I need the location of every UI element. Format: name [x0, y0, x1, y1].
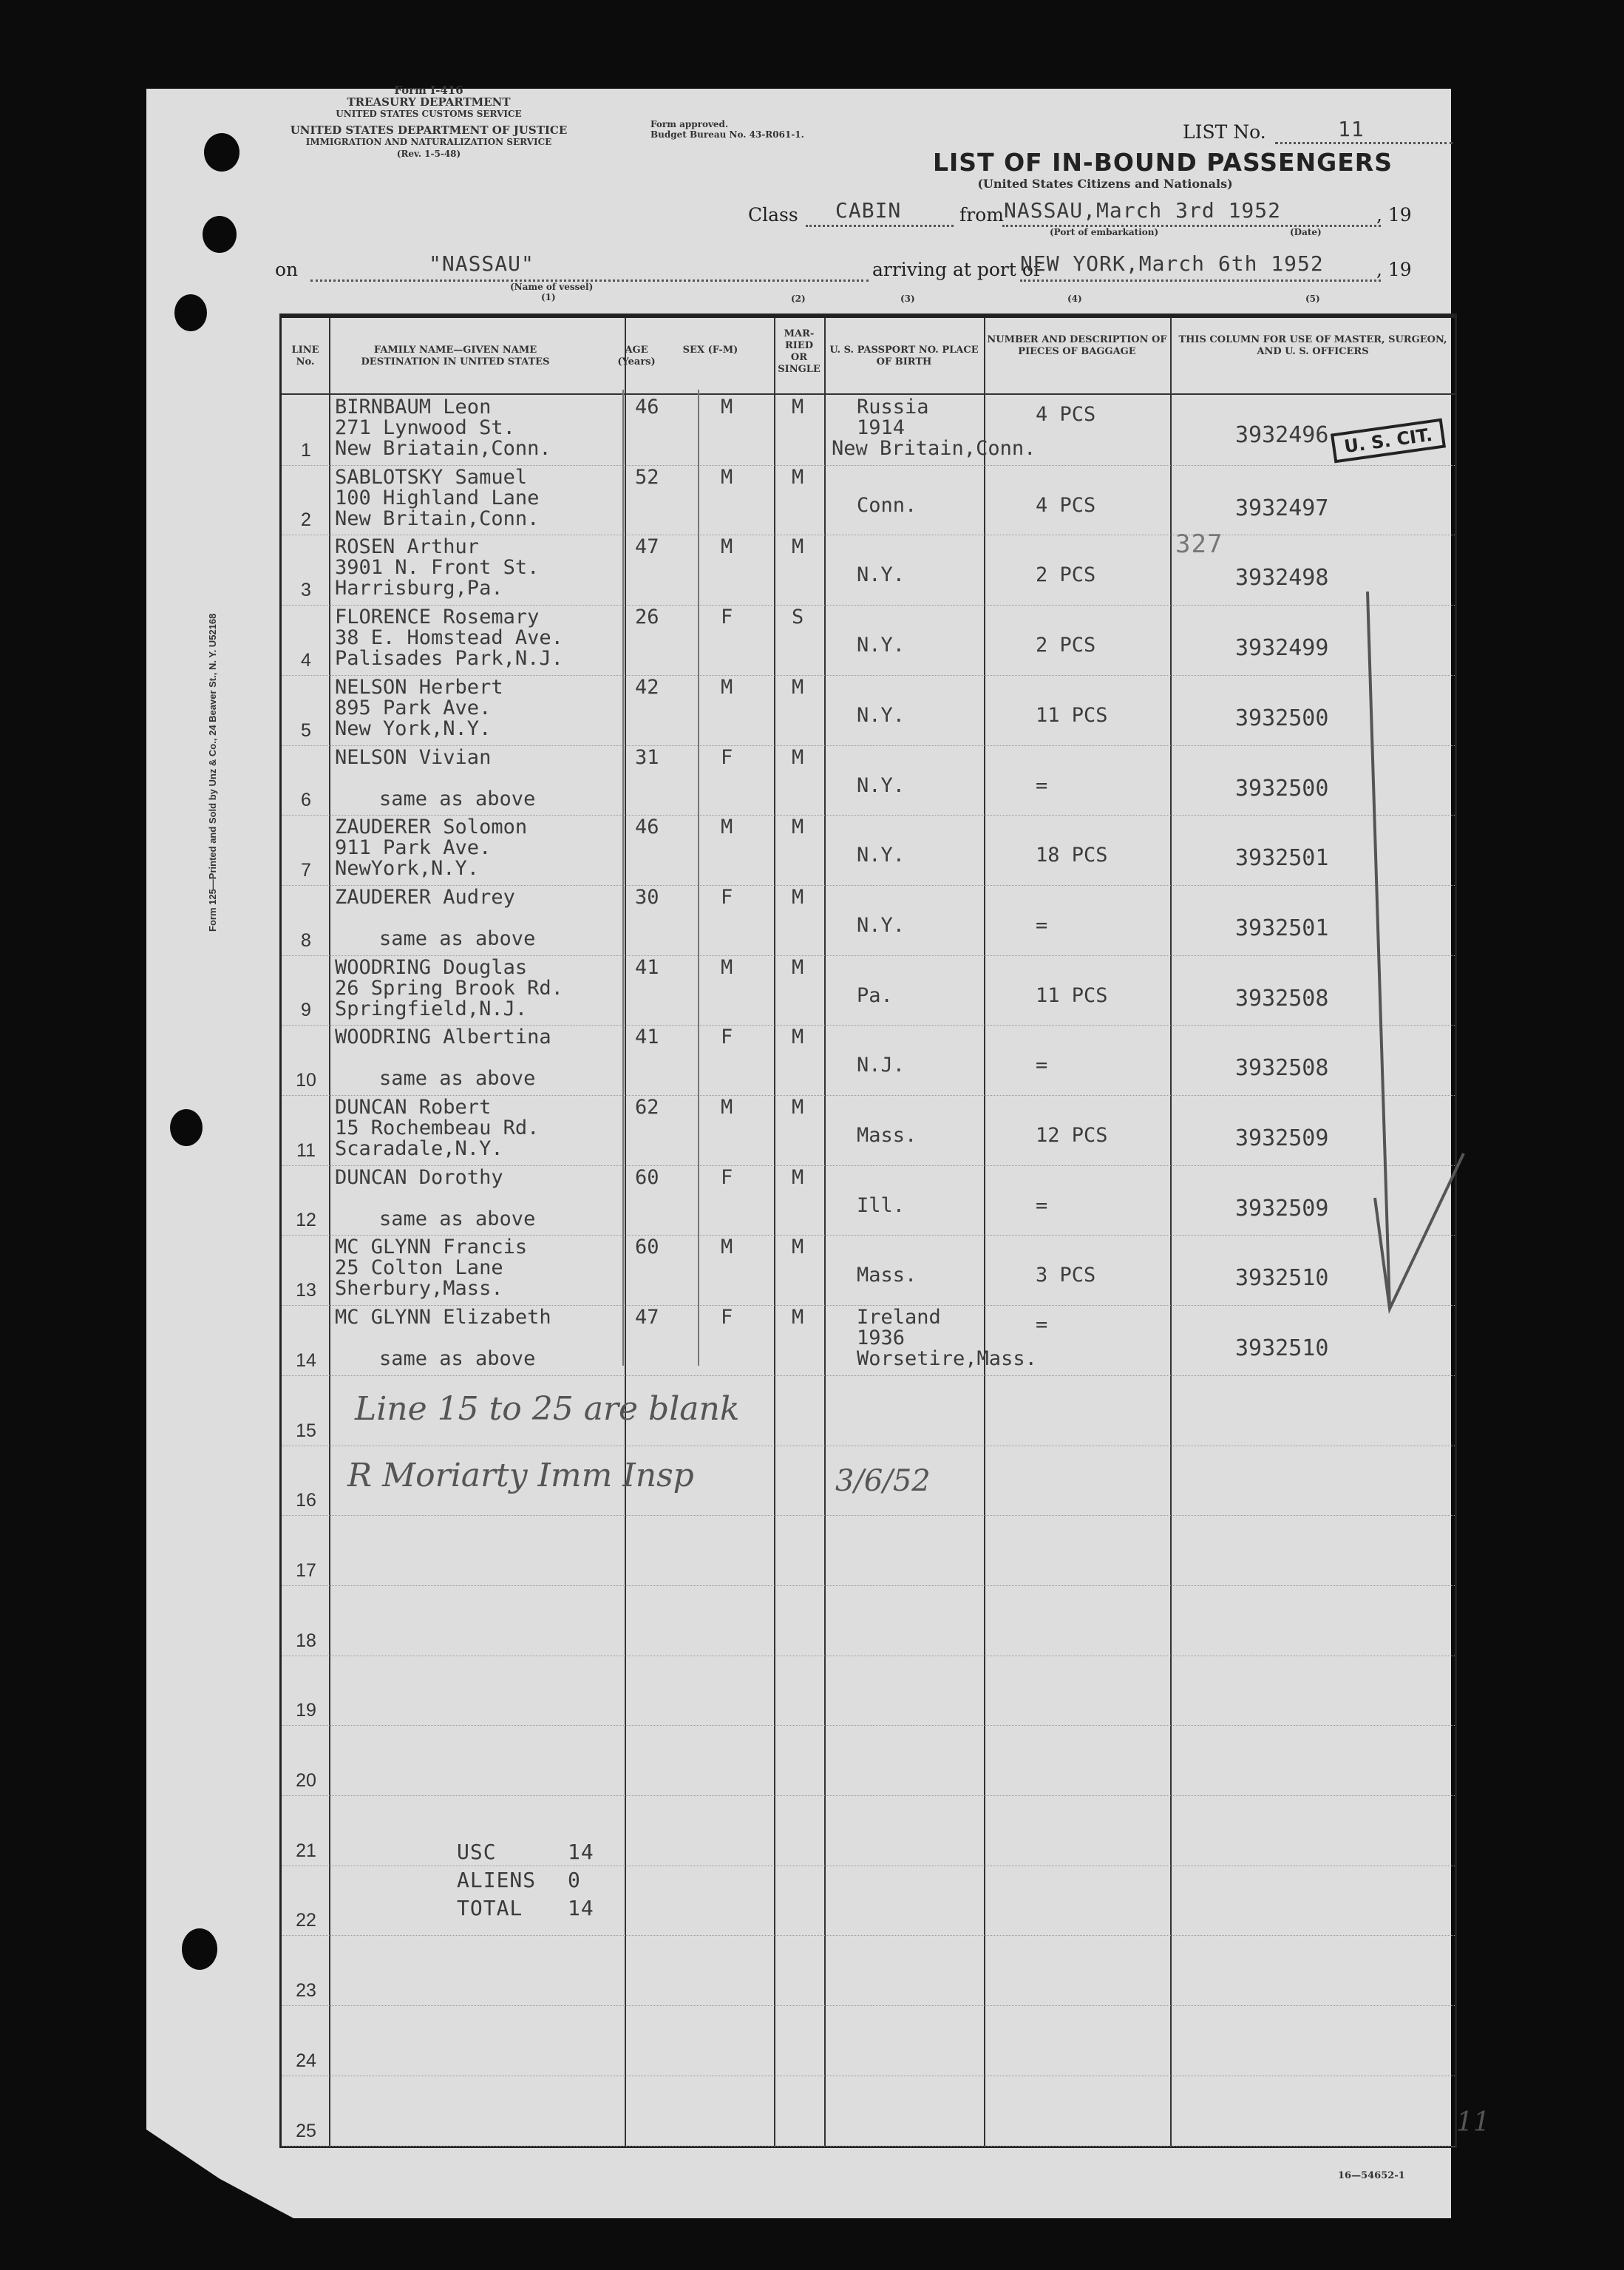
- marital-status: M: [792, 955, 804, 979]
- baggage-count: 2 PCS: [1036, 563, 1096, 587]
- passenger-sex: F: [721, 885, 733, 909]
- col-num-3: (3): [900, 294, 915, 304]
- officer-number: 3932499: [1235, 635, 1329, 662]
- destination-street: 271 Lynwood St.: [335, 416, 515, 439]
- right-tally: 11: [1456, 2107, 1490, 2138]
- form-approved: Form approved.: [650, 119, 729, 129]
- passenger-sex: M: [721, 1096, 733, 1119]
- destination-city: same as above: [379, 1207, 536, 1230]
- form-number: Form I-416: [394, 84, 463, 97]
- officer-number: 3932508: [1235, 985, 1329, 1012]
- col-num-4: (4): [1067, 294, 1082, 304]
- stamp-number: 327: [1175, 529, 1223, 559]
- port-embark-caption: (Port of embarkation): [1050, 227, 1159, 237]
- passenger-name: ZAUDERER Solomon: [335, 816, 528, 839]
- birth-place: N.Y.: [857, 773, 906, 797]
- passenger-name: ROSEN Arthur: [335, 535, 480, 559]
- passenger-name: WOODRING Albertina: [335, 1026, 551, 1049]
- marital-status: M: [792, 396, 804, 419]
- birth-place: Mass.: [857, 1264, 917, 1287]
- row-line-number: 3: [301, 580, 311, 601]
- officer-number: 3932501: [1235, 845, 1329, 872]
- col-baggage: NUMBER AND DESCRIPTION OF PIECES OF BAGGAGE: [987, 334, 1167, 357]
- passenger-sex: F: [721, 1026, 733, 1049]
- inspection-date: 3/6/52: [835, 1464, 931, 1498]
- passenger-age: 46: [635, 396, 659, 419]
- birth-place: Conn.: [857, 493, 917, 517]
- marital-status: M: [792, 465, 804, 489]
- budget-bureau: Budget Bureau No. 43-R061-1.: [650, 129, 804, 140]
- baggage-count: =: [1036, 1054, 1048, 1077]
- customs-service: UNITED STATES CUSTOMS SERVICE: [336, 109, 522, 119]
- destination-city: same as above: [379, 1347, 536, 1371]
- marital-status: M: [792, 885, 804, 909]
- marital-status: M: [792, 1096, 804, 1119]
- officer-number: 3932498: [1235, 565, 1329, 592]
- col-married: MAR-RIED OR SINGLE: [778, 328, 821, 375]
- birth-place: N.Y.: [857, 634, 906, 657]
- destination-street: 911 Park Ave.: [335, 836, 492, 860]
- passenger-sex: M: [721, 675, 733, 699]
- vessel-name: "NASSAU": [429, 251, 534, 276]
- page-subtitle: (United States Citizens and Nationals): [977, 177, 1233, 191]
- destination-city: New Briatain,Conn.: [335, 437, 551, 460]
- baggage-count: 4 PCS: [1036, 403, 1096, 426]
- passenger-age: 60: [635, 1236, 659, 1259]
- passenger-sex: M: [721, 535, 733, 559]
- marital-status: M: [792, 535, 804, 559]
- passenger-age: 62: [635, 1096, 659, 1119]
- baggage-count: =: [1036, 773, 1048, 797]
- col-line-no: LINE No.: [291, 345, 319, 367]
- baggage-count: 11 PCS: [1036, 983, 1108, 1007]
- officer-number: 3932509: [1235, 1125, 1329, 1151]
- us-citizen-stamp: U. S. CIT.: [1331, 419, 1446, 464]
- vessel-col-num: (1): [541, 292, 556, 302]
- treasury-dept: TREASURY DEPARTMENT: [347, 95, 511, 109]
- passenger-age: 46: [635, 816, 659, 839]
- destination-city: New York,N.Y.: [335, 716, 492, 740]
- birth-place: Mass.: [857, 1124, 917, 1147]
- passenger-sex: M: [721, 955, 733, 979]
- row-line-number: 16: [296, 1490, 316, 1511]
- officer-number: 3932510: [1235, 1265, 1329, 1292]
- list-number: 11: [1338, 117, 1365, 141]
- row-line-number: 10: [296, 1070, 316, 1091]
- row-line-number: 2: [301, 509, 311, 531]
- row-line-number: 15: [296, 1420, 316, 1441]
- row-line-number: 1: [301, 439, 311, 461]
- marital-status: M: [792, 816, 804, 839]
- col-num-2: (2): [791, 294, 806, 304]
- row-line-number: 4: [301, 649, 311, 671]
- marital-status: M: [792, 745, 804, 769]
- destination-city: same as above: [379, 787, 536, 810]
- marital-status: M: [792, 675, 804, 699]
- marital-status: M: [792, 1306, 804, 1329]
- officer-number: 3932510: [1235, 1335, 1329, 1362]
- birth-place-2: New Britain,Conn.: [832, 437, 1036, 460]
- total-count: 14: [568, 1896, 594, 1920]
- usc-label: USC: [457, 1840, 497, 1864]
- officer-number: 3932501: [1235, 915, 1329, 941]
- birth-place: N.Y.: [857, 563, 906, 587]
- officer-number: 3932496: [1235, 422, 1329, 448]
- passenger-name: DUNCAN Dorothy: [335, 1165, 503, 1189]
- baggage-count: 4 PCS: [1036, 493, 1096, 517]
- passenger-name: FLORENCE Rosemary: [335, 606, 540, 629]
- officer-number: 3932500: [1235, 705, 1329, 731]
- passenger-sex: M: [721, 816, 733, 839]
- passenger-name: DUNCAN Robert: [335, 1096, 492, 1119]
- arriving-label: arriving at port of: [872, 259, 1041, 280]
- class-label: Class: [748, 204, 798, 226]
- list-no-label: LIST No.: [1183, 121, 1266, 143]
- row-line-number: 24: [296, 2050, 316, 2071]
- row-line-number: 7: [301, 859, 311, 881]
- col-officers: THIS COLUMN FOR USE OF MASTER, SURGEON, AND U. S. OFFICERS: [1178, 334, 1447, 357]
- side-print: Form 125—Printed and Sold by Unz & Co., 24 Beaver St., N. Y. U52168: [207, 613, 218, 932]
- row-line-number: 25: [296, 2120, 316, 2141]
- destination-city: same as above: [379, 1067, 536, 1091]
- passenger-name: MC GLYNN Elizabeth: [335, 1306, 551, 1329]
- destination-city: NewYork,N.Y.: [335, 857, 480, 881]
- passenger-sex: F: [721, 745, 733, 769]
- destination-street: 15 Rochembeau Rd.: [335, 1117, 540, 1139]
- birth-place: Ireland: [857, 1306, 941, 1329]
- officer-number: 3932509: [1235, 1195, 1329, 1222]
- on-label: on: [275, 259, 299, 280]
- passenger-age: 47: [635, 535, 659, 559]
- officer-number: 3932508: [1235, 1055, 1329, 1082]
- col-sex: SEX (F-M): [682, 345, 738, 356]
- baggage-count: 2 PCS: [1036, 634, 1096, 657]
- passenger-sex: F: [721, 606, 733, 629]
- passenger-name: NELSON Vivian: [335, 745, 492, 769]
- punch-hole: [170, 1109, 203, 1146]
- passenger-age: 42: [635, 675, 659, 699]
- destination-city: Sherbury,Mass.: [335, 1277, 503, 1301]
- destination-street: 100 Highland Lane: [335, 486, 540, 509]
- passenger-age: 47: [635, 1306, 659, 1329]
- vessel-caption: (Name of vessel): [510, 282, 594, 292]
- destination-street: 26 Spring Brook Rd.: [335, 976, 563, 1000]
- usc-count: 14: [568, 1840, 594, 1864]
- passenger-sex: M: [721, 1236, 733, 1259]
- passenger-age: 41: [635, 955, 659, 979]
- marital-status: M: [792, 1026, 804, 1049]
- birth-year: 1914: [857, 416, 906, 439]
- birth-place: N.Y.: [857, 703, 906, 727]
- marital-status: M: [792, 1165, 804, 1189]
- year-suffix: , 19: [1376, 204, 1412, 226]
- passenger-name: MC GLYNN Francis: [335, 1236, 528, 1259]
- marital-status: M: [792, 1236, 804, 1259]
- passenger-age: 30: [635, 885, 659, 909]
- birth-place: N.Y.: [857, 844, 906, 867]
- passenger-name: ZAUDERER Audrey: [335, 885, 515, 909]
- row-line-number: 12: [296, 1210, 316, 1231]
- birth-year: 1936: [857, 1327, 906, 1350]
- col-age: AGE (Years): [617, 345, 656, 367]
- row-line-number: 9: [301, 1000, 311, 1021]
- from-label: from: [959, 204, 1004, 226]
- row-line-number: 5: [301, 719, 311, 741]
- col-num-5: (5): [1305, 294, 1320, 304]
- passenger-name: WOODRING Douglas: [335, 955, 528, 979]
- destination-city: Scaradale,N.Y.: [335, 1137, 503, 1160]
- passenger-table: [279, 314, 1457, 2148]
- row-line-number: 22: [296, 1910, 316, 1931]
- row-line-number: 19: [296, 1700, 316, 1721]
- passenger-age: 26: [635, 606, 659, 629]
- baggage-count: =: [1036, 1193, 1048, 1217]
- passenger-age: 60: [635, 1165, 659, 1189]
- footer-code: 16—54652-1: [1338, 2170, 1405, 2181]
- officer-number: 3932497: [1235, 495, 1329, 521]
- destination-street: 3901 N. Front St.: [335, 556, 540, 580]
- inspector-signature: R Moriarty Imm Insp: [347, 1457, 694, 1494]
- passenger-name: SABLOTSKY Samuel: [335, 465, 528, 489]
- row-line-number: 13: [296, 1280, 316, 1301]
- punch-hole: [182, 1928, 217, 1970]
- destination-city: same as above: [379, 926, 536, 950]
- col-passport: U. S. PASSPORT NO. PLACE OF BIRTH: [829, 345, 979, 367]
- arrival-port-value: NEW YORK,March 6th 1952: [1020, 251, 1324, 276]
- birth-place: Pa.: [857, 983, 893, 1007]
- col-name: FAMILY NAME—GIVEN NAME DESTINATION IN UNITED STATES: [361, 345, 550, 367]
- row-line-number: 14: [296, 1349, 316, 1371]
- punch-hole: [203, 216, 237, 253]
- total-label: TOTAL: [457, 1896, 523, 1920]
- aliens-count: 0: [568, 1868, 581, 1892]
- handwritten-blank-note: Line 15 to 25 are blank: [355, 1390, 740, 1428]
- birth-place: Ill.: [857, 1193, 906, 1217]
- birth-place-2: Worsetire,Mass.: [857, 1347, 1037, 1371]
- birth-place: N.Y.: [857, 913, 906, 937]
- baggage-count: =: [1036, 1313, 1048, 1337]
- row-line-number: 18: [296, 1630, 316, 1651]
- passenger-age: 52: [635, 465, 659, 489]
- embarkation-value: NASSAU,March 3rd 1952: [1004, 198, 1282, 223]
- check-mark: [1360, 458, 1471, 1346]
- destination-street: 38 E. Homstead Ave.: [335, 626, 563, 650]
- destination-city: Harrisburg,Pa.: [335, 577, 503, 600]
- baggage-count: 11 PCS: [1036, 703, 1108, 727]
- officer-number: 3932500: [1235, 775, 1329, 802]
- row-line-number: 21: [296, 1840, 316, 1861]
- destination-city: Springfield,N.J.: [335, 997, 528, 1020]
- destination-city: New Britain,Conn.: [335, 506, 540, 530]
- birth-place: N.J.: [857, 1054, 906, 1077]
- passenger-sex: F: [721, 1165, 733, 1189]
- passenger-sex: M: [721, 396, 733, 419]
- passenger-sex: M: [721, 465, 733, 489]
- year-suffix-2: , 19: [1376, 259, 1412, 280]
- birth-place: Russia: [857, 396, 929, 419]
- row-line-number: 17: [296, 1559, 316, 1581]
- passenger-age: 31: [635, 745, 659, 769]
- page-title: LIST OF IN-BOUND PASSENGERS: [933, 148, 1393, 177]
- class-value: CABIN: [835, 198, 902, 223]
- row-line-number: 11: [296, 1139, 316, 1161]
- ins-service: IMMIGRATION AND NATURALIZATION SERVICE: [305, 137, 552, 147]
- destination-street: 895 Park Ave.: [335, 696, 492, 719]
- row-line-number: 23: [296, 1980, 316, 2002]
- baggage-count: 18 PCS: [1036, 844, 1108, 867]
- marital-status: S: [792, 606, 804, 629]
- destination-city: Palisades Park,N.J.: [335, 647, 563, 671]
- baggage-count: =: [1036, 913, 1048, 937]
- passenger-sex: F: [721, 1306, 733, 1329]
- baggage-count: 3 PCS: [1036, 1264, 1096, 1287]
- punch-hole: [204, 133, 239, 172]
- date-caption: (Date): [1290, 227, 1322, 237]
- destination-street: 25 Colton Lane: [335, 1256, 503, 1280]
- row-line-number: 6: [301, 790, 311, 811]
- passenger-name: BIRNBAUM Leon: [335, 396, 492, 419]
- passenger-age: 41: [635, 1026, 659, 1049]
- row-line-number: 20: [296, 1770, 316, 1791]
- row-line-number: 8: [301, 929, 311, 951]
- passenger-name: NELSON Herbert: [335, 675, 503, 699]
- aliens-label: ALIENS: [457, 1868, 537, 1892]
- punch-hole: [174, 294, 207, 331]
- revision: (Rev. 1-5-48): [396, 149, 461, 159]
- justice-dept: UNITED STATES DEPARTMENT OF JUSTICE: [290, 123, 568, 137]
- baggage-count: 12 PCS: [1036, 1124, 1108, 1147]
